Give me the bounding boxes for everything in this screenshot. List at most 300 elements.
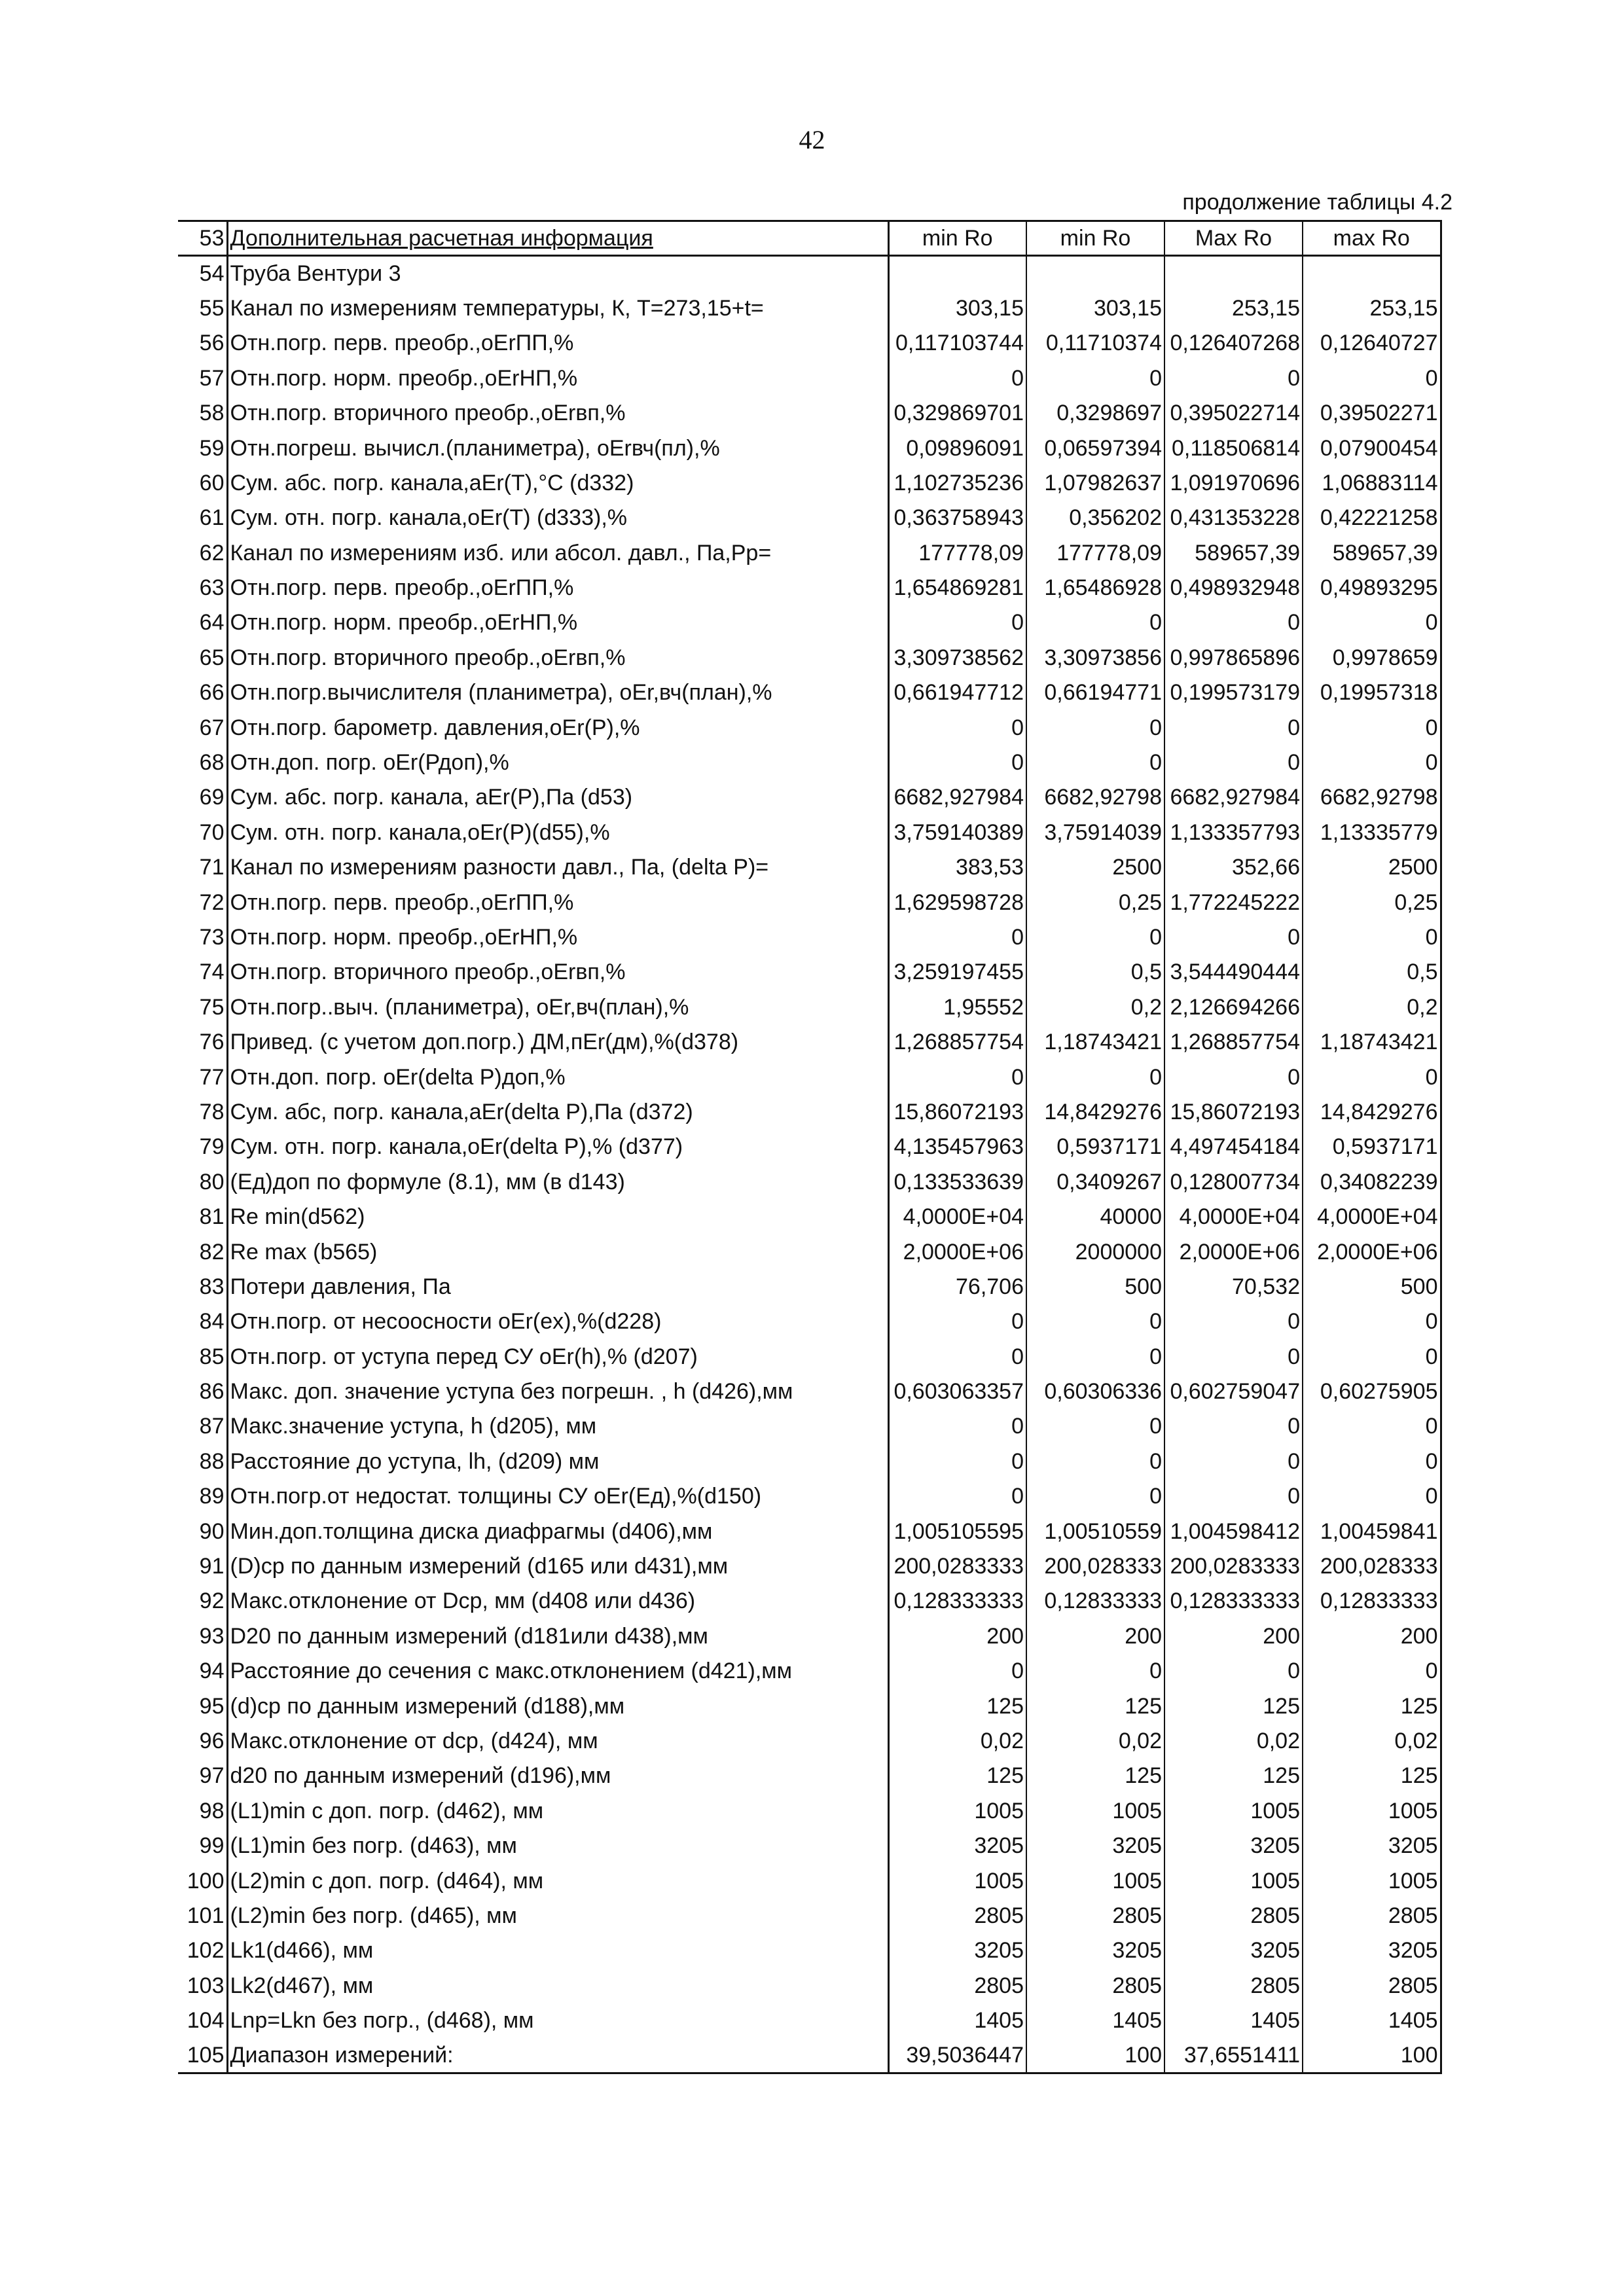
value-cell: 14,8429276 <box>1026 1094 1164 1129</box>
table-row <box>178 1968 1441 2003</box>
value-cell: 0,49893295 <box>1303 570 1441 605</box>
table-row <box>178 640 1441 675</box>
value-cell: 3205 <box>1303 1828 1441 1863</box>
value-cell: 3,309738562 <box>888 640 1026 675</box>
value-cell: 0 <box>888 920 1026 954</box>
value-cell: 0 <box>1164 1654 1303 1689</box>
value-cell: 1,18743421 <box>1303 1024 1441 1059</box>
table-row <box>178 1444 1441 1479</box>
value-cell: 4,135457963 <box>888 1130 1026 1164</box>
row-label: Потери давления, Па <box>230 1274 451 1299</box>
row-label: Отн.погр. вторичного преобр.,оЕrвп,% <box>230 645 626 670</box>
value-cell: 0 <box>1026 605 1164 640</box>
value-cell: 0,431353228 <box>1164 501 1303 535</box>
row-label: Re max (b565) <box>230 1239 378 1265</box>
row-number: 68 <box>178 745 227 780</box>
table-row <box>178 535 1441 570</box>
value-cell: 0,3409267 <box>1026 1164 1164 1199</box>
row-label: (D)ср по данным измерений (d165 или d431),мм <box>230 1554 729 1579</box>
value-cell: 1,102735236 <box>888 465 1026 500</box>
value-cell: 1,004598412 <box>1164 1514 1303 1549</box>
value-cell: 2000000 <box>1026 1234 1164 1269</box>
value-cell: 0,5937171 <box>1026 1130 1164 1164</box>
row-label: Мин.доп.толщина диска диафрагмы (d406),мм <box>230 1518 713 1544</box>
value-cell: 1,65486928 <box>1026 570 1164 605</box>
value-cell: 6682,92798 <box>1026 780 1164 815</box>
value-cell: 0,128007734 <box>1164 1164 1303 1199</box>
value-cell: 1,00510559 <box>1026 1514 1164 1549</box>
value-cell: 2500 <box>1026 850 1164 885</box>
row-number: 89 <box>178 1479 227 1514</box>
value-cell: 0,02 <box>888 1723 1026 1758</box>
table-row <box>178 1723 1441 1758</box>
value-cell <box>1164 256 1303 291</box>
table-row <box>178 1863 1441 1898</box>
value-cell: 0,25 <box>1303 885 1441 920</box>
value-cell: 1,005105595 <box>888 1514 1026 1549</box>
value-cell: 2805 <box>1303 1898 1441 1933</box>
value-cell: 500 <box>1026 1269 1164 1304</box>
row-number: 62 <box>178 535 227 570</box>
value-cell: 100 <box>1026 2038 1164 2073</box>
value-cell: 0 <box>1026 1339 1164 1374</box>
value-cell: 6682,92798 <box>1303 780 1441 815</box>
value-cell: 0,661947712 <box>888 675 1026 710</box>
value-cell: 0,42221258 <box>1303 501 1441 535</box>
value-cell <box>1026 256 1164 291</box>
value-cell: 0 <box>1303 361 1441 395</box>
table-row <box>178 2003 1441 2037</box>
value-cell: 0,363758943 <box>888 501 1026 535</box>
value-cell: 0 <box>1164 710 1303 745</box>
value-cell: 177778,09 <box>1026 535 1164 570</box>
row-label: Lnp=Lkn без погр., (d468), мм <box>230 2008 534 2034</box>
row-number: 72 <box>178 885 227 920</box>
value-cell: 0 <box>1026 1060 1164 1094</box>
value-cell: 0,66194771 <box>1026 675 1164 710</box>
value-cell: 1005 <box>888 1793 1026 1828</box>
table-row <box>178 850 1441 885</box>
value-cell: 0 <box>1303 1479 1441 1514</box>
row-number: 95 <box>178 1689 227 1723</box>
value-cell: 0 <box>1303 1060 1441 1094</box>
value-cell: 1005 <box>1164 1863 1303 1898</box>
value-cell: 0 <box>1164 920 1303 954</box>
table-row <box>178 1339 1441 1374</box>
row-label: D20 по данным измерений (d181или d438),мм <box>230 1623 708 1649</box>
value-cell: 200,028333 <box>1026 1549 1164 1583</box>
row-label: (L1)min с доп. погр. (d462), мм <box>230 1798 544 1823</box>
row-label: Отн.погр..выч. (планиметра), оЕr,вч(план),% <box>230 994 689 1020</box>
value-cell: 0 <box>1164 1409 1303 1444</box>
value-cell: 589657,39 <box>1303 535 1441 570</box>
value-cell: 0 <box>888 1304 1026 1339</box>
value-cell: 6682,927984 <box>1164 780 1303 815</box>
value-cell: 0 <box>1164 745 1303 780</box>
row-label: Канал по измерениям разности давл., Па, (delta P)= <box>230 855 769 880</box>
value-cell: 303,15 <box>888 291 1026 325</box>
row-label: Макс.отклонение от dср, (d424), мм <box>230 1728 598 1753</box>
row-label: (d)ср по данным измерений (d188),мм <box>230 1693 625 1719</box>
row-label: Макс.отклонение от Dср, мм (d408 или d436) <box>230 1588 696 1614</box>
row-label: Труба Вентури 3 <box>230 261 401 287</box>
value-cell: 3205 <box>888 1933 1026 1968</box>
row-number: 54 <box>178 256 227 291</box>
table-row <box>178 990 1441 1024</box>
value-cell: 0 <box>1026 1654 1164 1689</box>
row-label: Отн.погр. барометр. давления,оЕr(P),% <box>230 715 640 740</box>
row-label: Отн.доп. погр. оЕr(Рдоп),% <box>230 750 509 776</box>
value-cell: 2805 <box>1164 1898 1303 1933</box>
value-cell: 1005 <box>1164 1793 1303 1828</box>
row-number: 76 <box>178 1024 227 1059</box>
row-number: 53 <box>178 221 227 256</box>
row-number: 97 <box>178 1759 227 1793</box>
value-cell: 0 <box>1026 361 1164 395</box>
row-label: (L2)min с доп. погр. (d464), мм <box>230 1868 544 1893</box>
row-number: 86 <box>178 1374 227 1408</box>
column-header: Max Ro <box>1164 221 1303 256</box>
row-number: 90 <box>178 1514 227 1549</box>
value-cell: 0 <box>1026 1304 1164 1339</box>
value-cell: 15,86072193 <box>888 1094 1026 1129</box>
value-cell: 0 <box>1164 1479 1303 1514</box>
row-label: Диапазон измерений: <box>227 2038 888 2073</box>
table-row <box>178 1269 1441 1304</box>
table-row <box>178 1619 1441 1653</box>
value-cell: 0 <box>1303 1304 1441 1339</box>
value-cell: 0,3298697 <box>1026 395 1164 430</box>
row-number: 98 <box>178 1793 227 1828</box>
value-cell: 100 <box>1303 2038 1441 2073</box>
value-cell: 200,0283333 <box>1164 1549 1303 1583</box>
value-cell: 125 <box>1026 1689 1164 1723</box>
row-label: (L1)min без погр. (d463), мм <box>230 1833 517 1859</box>
table-row <box>178 1759 1441 1793</box>
value-cell: 589657,39 <box>1164 535 1303 570</box>
value-cell: 0,11710374 <box>1026 326 1164 361</box>
row-label: Отн.погреш. вычисл.(планиметра), оЕrвч(пл),% <box>230 435 720 461</box>
row-number: 82 <box>178 1234 227 1269</box>
value-cell: 0,07900454 <box>1303 431 1441 465</box>
value-cell: 2,0000E+06 <box>1303 1234 1441 1269</box>
value-cell: 0 <box>1164 1304 1303 1339</box>
value-cell: 15,86072193 <box>1164 1094 1303 1129</box>
value-cell: 3,30973856 <box>1026 640 1164 675</box>
value-cell: 0,12833333 <box>1026 1584 1164 1619</box>
value-cell: 0,19957318 <box>1303 675 1441 710</box>
value-cell: 1,00459841 <box>1303 1514 1441 1549</box>
row-number: 103 <box>178 1968 227 2003</box>
row-number: 58 <box>178 395 227 430</box>
row-label: Отн.погр. от несоосности оЕr(ex),%(d228) <box>230 1309 662 1335</box>
table-row <box>178 326 1441 361</box>
row-number: 104 <box>178 2003 227 2037</box>
value-cell: 40000 <box>1026 1199 1164 1234</box>
row-label: Сум. отн. погр. канала,оЕr(delta P),% (d377) <box>230 1134 683 1160</box>
value-cell: 1,18743421 <box>1026 1024 1164 1059</box>
value-cell: 1,07982637 <box>1026 465 1164 500</box>
value-cell: 4,497454184 <box>1164 1130 1303 1164</box>
row-number: 66 <box>178 675 227 710</box>
table-row <box>178 2038 1441 2073</box>
row-number: 102 <box>178 1933 227 1968</box>
value-cell: 0 <box>888 605 1026 640</box>
value-cell: 125 <box>1164 1689 1303 1723</box>
value-cell: 2,126694266 <box>1164 990 1303 1024</box>
row-number: 64 <box>178 605 227 640</box>
value-cell: 2500 <box>1303 850 1441 885</box>
value-cell: 0,02 <box>1164 1723 1303 1758</box>
value-cell: 14,8429276 <box>1303 1094 1441 1129</box>
row-number: 99 <box>178 1828 227 1863</box>
value-cell: 3,259197455 <box>888 955 1026 990</box>
row-number: 61 <box>178 501 227 535</box>
value-cell: 0 <box>1026 1409 1164 1444</box>
value-cell: 1,268857754 <box>888 1024 1026 1059</box>
value-cell: 39,5036447 <box>888 2038 1026 2073</box>
row-number: 88 <box>178 1444 227 1479</box>
value-cell: 2805 <box>1303 1968 1441 2003</box>
table-row <box>178 1793 1441 1828</box>
value-cell: 0 <box>1303 605 1441 640</box>
row-number: 96 <box>178 1723 227 1758</box>
row-number: 87 <box>178 1409 227 1444</box>
value-cell: 2805 <box>888 1968 1026 2003</box>
row-label: Lk2(d467), мм <box>230 1973 374 1998</box>
value-cell <box>888 256 1026 291</box>
value-cell: 1005 <box>1303 1863 1441 1898</box>
value-cell: 2,0000E+06 <box>1164 1234 1303 1269</box>
table-row <box>178 885 1441 920</box>
row-label: (Ед)доп по формуле (8.1), мм (в d143) <box>230 1169 625 1194</box>
row-number: 67 <box>178 710 227 745</box>
table-row <box>178 1234 1441 1269</box>
row-label: Lk1(d466), мм <box>230 1938 374 1964</box>
row-label: Сум. абс, погр. канала,аЕr(delta P),Па (d372) <box>230 1099 693 1124</box>
value-cell: 3,544490444 <box>1164 955 1303 990</box>
row-number: 70 <box>178 815 227 850</box>
value-cell: 125 <box>888 1759 1026 1793</box>
table-row <box>178 1933 1441 1968</box>
row-number: 63 <box>178 570 227 605</box>
value-cell: 383,53 <box>888 850 1026 885</box>
row-label: Отн.погр. вторичного преобр.,оЕrвп,% <box>230 401 626 426</box>
value-cell: 0 <box>1026 1479 1164 1514</box>
value-cell: 0 <box>1303 1444 1441 1479</box>
row-number: 78 <box>178 1094 227 1129</box>
table-row <box>178 1130 1441 1164</box>
row-number: 65 <box>178 640 227 675</box>
row-label: Отн.погр. перв. преобр.,оЕrПП,% <box>230 889 574 915</box>
value-cell: 0 <box>1164 605 1303 640</box>
value-cell: 200 <box>888 1619 1026 1653</box>
row-label: Отн.погр.вычислителя (планиметра), оЕr,вч(план),% <box>230 680 772 706</box>
value-cell: 1,95552 <box>888 990 1026 1024</box>
value-cell: 500 <box>1303 1269 1441 1304</box>
row-label: Отн.погр. норм. преобр.,оЕrНП,% <box>230 610 578 636</box>
page-number: 42 <box>799 125 825 154</box>
value-cell: 1,13335779 <box>1303 815 1441 850</box>
row-number: 81 <box>178 1199 227 1234</box>
value-cell: 0 <box>1026 710 1164 745</box>
row-label: Отн.погр.от недостат. толщины СУ оЕr(Ед),%(d150) <box>230 1484 762 1509</box>
value-cell: 0 <box>1026 745 1164 780</box>
value-cell: 2,0000E+06 <box>888 1234 1026 1269</box>
row-number: 80 <box>178 1164 227 1199</box>
value-cell: 0,126407268 <box>1164 326 1303 361</box>
value-cell: 3205 <box>1164 1828 1303 1863</box>
row-number: 105 <box>178 2038 227 2073</box>
row-number: 57 <box>178 361 227 395</box>
value-cell: 253,15 <box>1164 291 1303 325</box>
value-cell: 1,772245222 <box>1164 885 1303 920</box>
row-number: 91 <box>178 1549 227 1583</box>
value-cell: 0 <box>1164 361 1303 395</box>
value-cell: 6682,927984 <box>888 780 1026 815</box>
column-header: min Ro <box>1026 221 1164 256</box>
table-row <box>178 465 1441 500</box>
row-number: 92 <box>178 1584 227 1619</box>
value-cell: 0,02 <box>1026 1723 1164 1758</box>
value-cell: 0 <box>1164 1339 1303 1374</box>
value-cell: 125 <box>1026 1759 1164 1793</box>
value-cell: 0,128333333 <box>1164 1584 1303 1619</box>
value-cell: 0 <box>888 1409 1026 1444</box>
value-cell: 0,5937171 <box>1303 1130 1441 1164</box>
row-number: 84 <box>178 1304 227 1339</box>
value-cell: 0,06597394 <box>1026 431 1164 465</box>
value-cell: 1,629598728 <box>888 885 1026 920</box>
row-number: 75 <box>178 990 227 1024</box>
row-number: 74 <box>178 955 227 990</box>
row-label: (L2)min без погр. (d465), мм <box>230 1903 517 1928</box>
table-row <box>178 675 1441 710</box>
table-row <box>178 256 1441 291</box>
table-row <box>178 1199 1441 1234</box>
row-label: Привед. (с учетом доп.погр.) ДМ,пЕr(дм),%(d378) <box>230 1030 739 1055</box>
row-label: Сум. отн. погр. канала,оЕr(P)(d55),% <box>230 819 610 845</box>
value-cell: 200,0283333 <box>888 1549 1026 1583</box>
value-cell: 0 <box>1303 1339 1441 1374</box>
row-number: 60 <box>178 465 227 500</box>
value-cell: 1005 <box>1303 1793 1441 1828</box>
value-cell: 0,09896091 <box>888 431 1026 465</box>
value-cell: 125 <box>1164 1759 1303 1793</box>
row-label: Канал по измерениям изб. или абсол. давл., Па,Рр= <box>230 540 772 565</box>
value-cell: 0 <box>888 1654 1026 1689</box>
table-row <box>178 1024 1441 1059</box>
value-cell <box>1303 256 1441 291</box>
value-cell: 0,118506814 <box>1164 431 1303 465</box>
data-table <box>178 220 1442 2074</box>
value-cell: 1405 <box>1026 2003 1164 2037</box>
table-row <box>178 1060 1441 1094</box>
value-cell: 0 <box>1026 1444 1164 1479</box>
row-label: Макс. доп. значение уступа без погрешн. , h (d426),мм <box>230 1379 793 1405</box>
value-cell: 0 <box>1164 1060 1303 1094</box>
row-label: Отн.погр. от уступа перед СУ оЕr(h),% (d207) <box>230 1344 698 1369</box>
row-label: Канал по измерениям температуры, К, T=273,15+t= <box>230 295 764 321</box>
value-cell: 0 <box>1303 710 1441 745</box>
value-cell: 0 <box>888 1479 1026 1514</box>
value-cell: 0,39502271 <box>1303 395 1441 430</box>
value-cell: 0,60306336 <box>1026 1374 1164 1408</box>
row-number: 94 <box>178 1654 227 1689</box>
value-cell: 0,117103744 <box>888 326 1026 361</box>
value-cell: 0 <box>888 1444 1026 1479</box>
table-row <box>178 1549 1441 1583</box>
value-cell: 4,0000E+04 <box>1164 1199 1303 1234</box>
value-cell: 0 <box>888 710 1026 745</box>
table-row <box>178 501 1441 535</box>
value-cell: 4,0000E+04 <box>1303 1199 1441 1234</box>
value-cell: 177778,09 <box>888 535 1026 570</box>
value-cell: 0,603063357 <box>888 1374 1026 1408</box>
value-cell: 3,75914039 <box>1026 815 1164 850</box>
value-cell: 0 <box>1303 745 1441 780</box>
row-label: Сум. абс. погр. канала, аЕr(P),Па (d53) <box>230 785 633 810</box>
row-label: Отн.погр. норм. преобр.,оЕrНП,% <box>230 925 578 950</box>
row-number: 71 <box>178 850 227 885</box>
value-cell: 253,15 <box>1303 291 1441 325</box>
value-cell: 352,66 <box>1164 850 1303 885</box>
value-cell: 200 <box>1164 1619 1303 1653</box>
value-cell: 3205 <box>1026 1933 1164 1968</box>
row-number: 101 <box>178 1898 227 1933</box>
value-cell: 1405 <box>1303 2003 1441 2037</box>
table-row <box>178 1094 1441 1129</box>
table-row <box>178 1654 1441 1689</box>
row-label: Отн.доп. погр. оЕr(delta P)доп,% <box>230 1064 566 1090</box>
table-header-row <box>178 221 1441 256</box>
value-cell: 1,06883114 <box>1303 465 1441 500</box>
value-cell: 0,128333333 <box>888 1584 1026 1619</box>
value-cell: 0 <box>888 1339 1026 1374</box>
column-header: max Ro <box>1303 221 1441 256</box>
value-cell: 200 <box>1303 1619 1441 1653</box>
value-cell: 1405 <box>888 2003 1026 2037</box>
value-cell: 2805 <box>1026 1898 1164 1933</box>
table-row <box>178 1164 1441 1199</box>
row-number: 56 <box>178 326 227 361</box>
table-row <box>178 1409 1441 1444</box>
row-number: 93 <box>178 1619 227 1653</box>
table-row <box>178 1828 1441 1863</box>
value-cell: 1005 <box>888 1863 1026 1898</box>
continuation-label: продолжение таблицы 4.2 <box>1182 190 1453 215</box>
table-row <box>178 955 1441 990</box>
table-row <box>178 570 1441 605</box>
table-row <box>178 361 1441 395</box>
value-cell: 0,329869701 <box>888 395 1026 430</box>
row-label: Re min(d562) <box>230 1204 365 1230</box>
value-cell: 0 <box>888 745 1026 780</box>
column-header: min Ro <box>888 221 1026 256</box>
value-cell: 3205 <box>1164 1933 1303 1968</box>
table-row <box>178 605 1441 640</box>
value-cell: 0,498932948 <box>1164 570 1303 605</box>
row-label: Отн.погр. перв. преобр.,оЕrПП,% <box>230 575 574 601</box>
value-cell: 1,268857754 <box>1164 1024 1303 1059</box>
row-label: Расстояние до сечения с макс.отклонением (d421),мм <box>230 1659 793 1684</box>
value-cell: 70,532 <box>1164 1269 1303 1304</box>
row-label: Расстояние до уступа, lh, (d209) мм <box>230 1448 600 1474</box>
value-cell: 0,25 <box>1026 885 1164 920</box>
value-cell: 0,5 <box>1026 955 1164 990</box>
table-row <box>178 1374 1441 1408</box>
value-cell: 125 <box>1303 1689 1441 1723</box>
